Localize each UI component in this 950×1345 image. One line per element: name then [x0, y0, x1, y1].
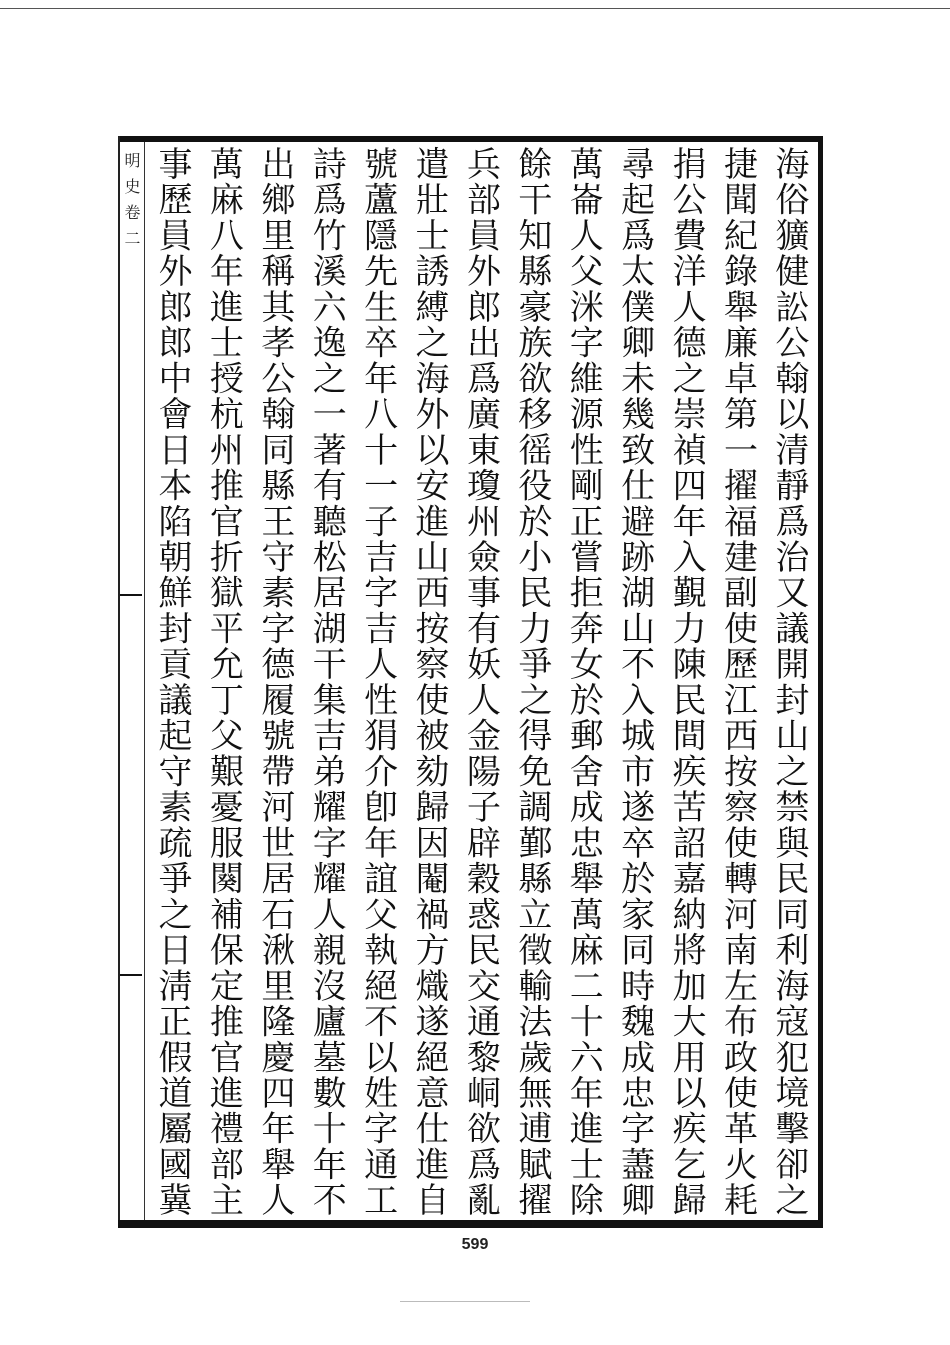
page-frame [118, 136, 823, 1236]
text-column-2: 捷聞紀錄舉廉卓第一擢福建副使歷江西按察使轉河南左布政使革火耗 [717, 146, 758, 1218]
margin-tick [120, 594, 142, 596]
margin-tick [120, 974, 142, 976]
text-column-5: 萬崙人父洣字維源性剛正嘗拒奔女於郵舍成忠舉萬麻二十六年進士除 [563, 146, 604, 1218]
text-column-9: 號蘆隱先生卒年八十一子吉字吉人性狷介卽年誼父執絕不以姓字通工 [357, 146, 398, 1218]
text-column-13: 事歷員外郎郎中會日本陷朝鮮封貢議起守素疏爭之日淸正假道屬國冀 [152, 146, 192, 1218]
frame-border-bottom [118, 1220, 823, 1228]
frame-border-right [818, 136, 823, 1228]
margin-rule [144, 142, 145, 1220]
text-column-8: 遣壯士誘縛之海外以安進山西按察使被劾歸因閹禍方熾遂絕意仕進自 [409, 146, 450, 1218]
text-column-7: 兵部員外郎出爲廣東瓊州僉事有妖人金陽子辟穀惑民交通黎峒欲爲亂 [460, 146, 501, 1218]
margin-title: 明史卷二 [122, 152, 141, 256]
text-column-1: 海俗獷健訟公翰以清靜爲治又議開封山之禁與民同利海寇犯境擊卻之 [768, 146, 809, 1218]
text-column-10: 詩爲竹溪六逸之一著有聽松居湖干集吉弟耀字耀人親沒廬墓數十年不 [306, 146, 347, 1218]
frame-border-top [118, 136, 823, 142]
text-column-3: 捐公費洋人德之崇禎四年入覲力陳民間疾苦詔嘉納將加大用以疾乞歸 [666, 146, 707, 1218]
page-number: 599 [461, 1236, 489, 1253]
top-rule [0, 8, 950, 9]
text-column-11: 出鄉里稱其孝公翰同縣王守素字德履號帶河世居石湫里隆慶四年舉人 [254, 146, 295, 1218]
text-column-6: 餘干知縣豪族欲移徭役於小民力爭之得免調鄞縣立徵輸法歲無逋賦擢 [511, 146, 552, 1218]
margin-column [120, 142, 146, 1220]
text-column-12: 萬麻八年進士授杭州推官折獄平允丁父艱憂服闋補保定推官進禮部主 [203, 146, 244, 1218]
text-column-4: 尋起爲太僕卿未幾致仕避跡湖山不入城市遂卒於家同時魏成忠字藎卿 [614, 146, 655, 1218]
bottom-smudge [400, 1301, 530, 1302]
text-area [148, 146, 813, 1218]
